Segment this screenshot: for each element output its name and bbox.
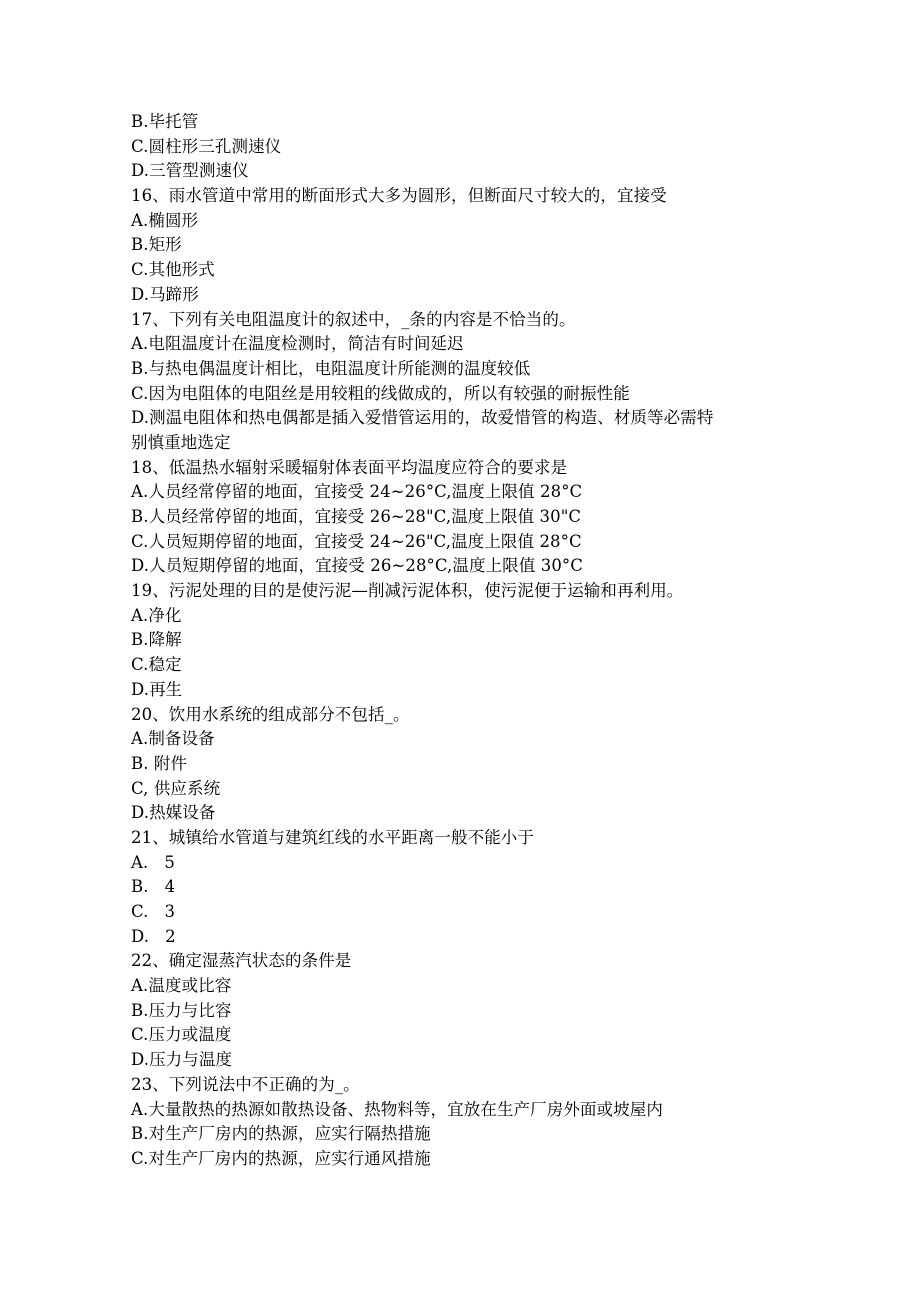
text-line: C, 供应系统: [131, 778, 221, 798]
text-line: D.压力与温度: [131, 1050, 233, 1070]
text-line: C.人员短期停留的地面，宜接受 24~26"C,温度上限值 28°C: [131, 531, 582, 551]
text-line: D.测温电阻体和热电偶都是插入爱惜管运用的，故爱惜管的构造、材质等必需特: [131, 408, 714, 428]
text-line: A.大量散热的热源如散热设备、热物料等，宜放在生产厂房外面或坡屋内: [131, 1099, 663, 1119]
text-line: A.椭圆形: [131, 210, 199, 230]
text-line: D.再生: [131, 679, 183, 699]
text-line: D.热媒设备: [131, 803, 216, 823]
text-line: B.人员经常停留的地面，宜接受 26~28"C,温度上限值 30"C: [131, 507, 582, 526]
text-line: 别慎重地选定: [131, 432, 231, 452]
text-line: D.人员短期停留的地面，宜接受 26~28°C,温度上限值 30°C: [131, 556, 583, 576]
question-16: 16、雨水管道中常用的断面形式大多为圆形，但断面尺寸较大的，宜接受: [131, 186, 667, 206]
text-line: A.净化: [131, 605, 182, 625]
text-line: C.稳定: [131, 655, 182, 675]
text-line: D. 2: [131, 926, 176, 946]
question-23: 23、下列说法中不正确的为_。: [131, 1074, 360, 1094]
text-line: A. 5: [131, 852, 175, 872]
text-line: C.因为电阻体的电阻丝是用较粗的线做成的，所以有较强的耐振性能: [131, 383, 630, 403]
text-line: B.与热电偶温度计相比，电阻温度计所能测的温度较低: [131, 358, 531, 378]
text-line: C.压力或温度: [131, 1025, 232, 1045]
text-line: A.人员经常停留的地面，宜接受 24~26°C,温度上限值 28°C: [131, 482, 583, 502]
document-page: [131, 110, 791, 1172]
text-line: B.对生产厂房内的热源，应实行隔热措施: [131, 1124, 431, 1144]
text-line: C.其他形式: [131, 260, 215, 280]
text-line: D.马蹄形: [131, 284, 199, 304]
question-17: 17、下列有关电阻温度计的叙述中，_条的内容是不恰当的。: [131, 309, 576, 329]
text-line: C. 3: [131, 902, 176, 921]
text-line: C.圆柱形三孔测速仪: [131, 136, 282, 156]
text-line: B.降解: [131, 630, 182, 650]
text-line: B.压力与比容: [131, 1000, 232, 1020]
text-line: B.矩形: [131, 235, 182, 255]
text-line: D.三管型测速仪: [131, 161, 249, 181]
question-19: 19、污泥处理的目的是使污泥—削减污泥体积，使污泥便于运输和再利用。: [131, 581, 684, 601]
question-18: 18、低温热水辐射采暖辐射体表面平均温度应符合的要求是: [131, 457, 568, 477]
question-22: 22、确定湿蒸汽状态的条件是: [131, 951, 352, 971]
question-20: 20、饮用水系统的组成部分不包括_。: [131, 704, 410, 724]
text-line: A.制备设备: [131, 729, 215, 749]
text-line: B. 4: [131, 877, 176, 897]
text-line: B. 附件: [131, 753, 188, 773]
text-line: B.毕托管: [131, 112, 199, 131]
text-line: C.对生产厂房内的热源，应实行通风措施: [131, 1148, 431, 1168]
text-line: A.温度或比容: [131, 976, 232, 996]
text-line: A.电阻温度计在温度检测时，简洁有时间延迟: [131, 334, 464, 354]
question-21: 21、城镇给水管道与建筑红线的水平距离一般不能小于: [131, 827, 534, 847]
